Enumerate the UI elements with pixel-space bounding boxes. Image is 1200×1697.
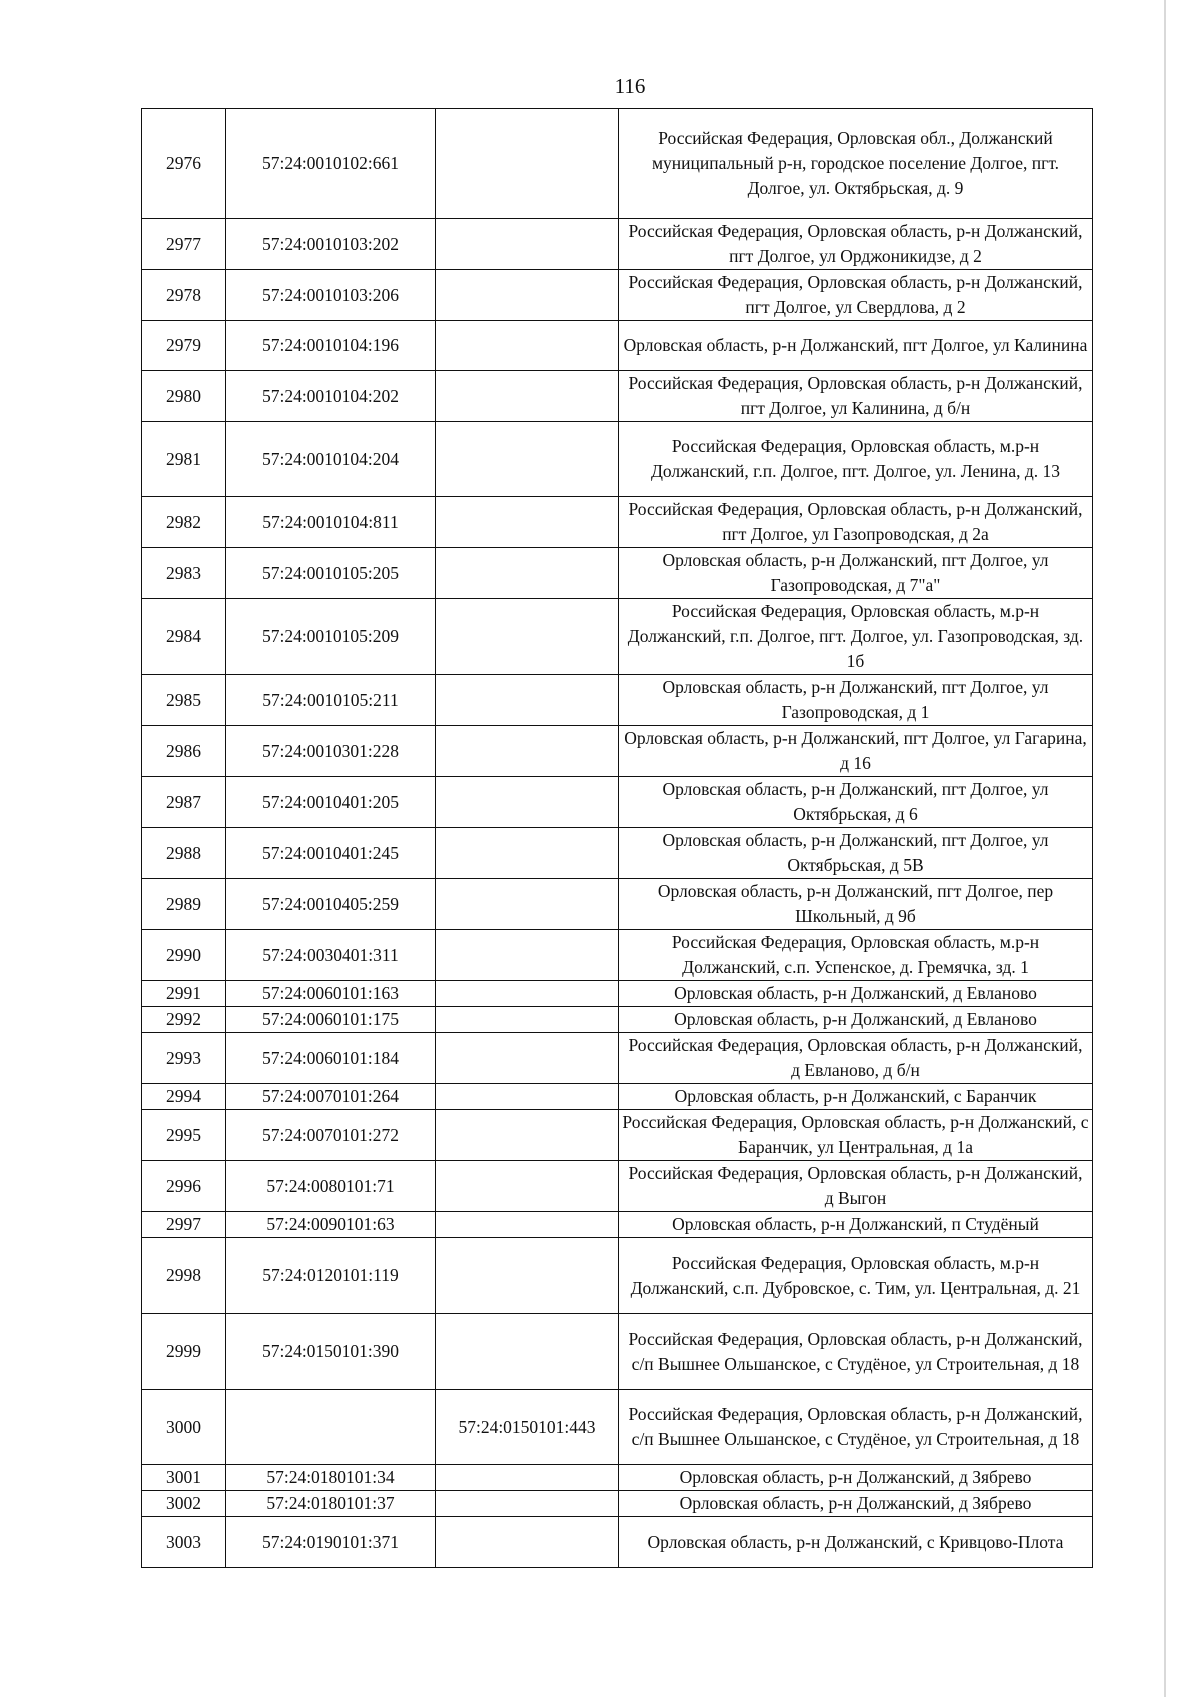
address-cell: Российская Федерация, Орловская область, р-н Должанский, с/п Вышнее Ольшанское, с Студёное, ул Строительная, д 18 — [619, 1390, 1093, 1465]
cadastral-number-cell — [226, 1390, 436, 1465]
related-cadastral-number-cell — [436, 1084, 619, 1110]
cadastral-number-cell: 57:24:0010102:661 — [226, 109, 436, 219]
row-number-cell: 2992 — [142, 1007, 226, 1033]
table-row — [142, 422, 1093, 497]
cadastral-number-cell: 57:24:0120101:119 — [226, 1238, 436, 1314]
address-cell: Российская Федерация, Орловская область, р-н Должанский, пгт Долгое, ул Газопроводская, д 2а — [619, 497, 1093, 548]
cadastral-number-cell: 57:24:0180101:37 — [226, 1491, 436, 1517]
related-cadastral-number-cell — [436, 548, 619, 599]
table-row — [142, 930, 1093, 981]
cadastral-number-cell: 57:24:0060101:163 — [226, 981, 436, 1007]
row-number-cell: 3003 — [142, 1517, 226, 1568]
table-row — [142, 1212, 1093, 1238]
related-cadastral-number-cell — [436, 1110, 619, 1161]
row-number-cell: 2999 — [142, 1314, 226, 1390]
address-cell: Российская Федерация, Орловская область, м.р-н Должанский, с.п. Дубровское, с. Тим, ул. Центральная, д. 21 — [619, 1238, 1093, 1314]
table-row — [142, 777, 1093, 828]
cadastral-number-cell: 57:24:0010104:196 — [226, 321, 436, 371]
related-cadastral-number-cell — [436, 1491, 619, 1517]
cadastral-number-cell: 57:24:0010405:259 — [226, 879, 436, 930]
table-row — [142, 371, 1093, 422]
cadastral-number-cell: 57:24:0190101:371 — [226, 1517, 436, 1568]
cadastral-number-cell: 57:24:0030401:311 — [226, 930, 436, 981]
related-cadastral-number-cell — [436, 1517, 619, 1568]
table-row — [142, 1491, 1093, 1517]
cadastral-number-cell: 57:24:0010401:205 — [226, 777, 436, 828]
row-number-cell: 2995 — [142, 1110, 226, 1161]
address-cell: Российская Федерация, Орловская область, р-н Должанский, пгт Долгое, ул Свердлова, д 2 — [619, 270, 1093, 321]
table-row — [142, 548, 1093, 599]
cadastral-number-cell: 57:24:0010105:205 — [226, 548, 436, 599]
cadastral-number-cell: 57:24:0150101:390 — [226, 1314, 436, 1390]
table-row — [142, 270, 1093, 321]
related-cadastral-number-cell — [436, 1212, 619, 1238]
cadastral-number-cell: 57:24:0010104:202 — [226, 371, 436, 422]
table-row — [142, 1033, 1093, 1084]
cadastral-number-cell: 57:24:0180101:34 — [226, 1465, 436, 1491]
address-cell: Российская Федерация, Орловская область, р-н Должанский, пгт Долгое, ул Калинина, д б/н — [619, 371, 1093, 422]
row-number-cell: 2979 — [142, 321, 226, 371]
cadastral-number-cell: 57:24:0010103:202 — [226, 219, 436, 270]
table-row — [142, 1465, 1093, 1491]
register-table — [141, 108, 1093, 1568]
address-cell: Орловская область, р-н Должанский, д Зябрево — [619, 1465, 1093, 1491]
related-cadastral-number-cell — [436, 1314, 619, 1390]
cadastral-number-cell: 57:24:0010105:209 — [226, 599, 436, 675]
register-rows — [142, 109, 1093, 1568]
row-number-cell: 2990 — [142, 930, 226, 981]
address-cell: Орловская область, р-н Должанский, с Баранчик — [619, 1084, 1093, 1110]
related-cadastral-number-cell — [436, 981, 619, 1007]
table-row — [142, 321, 1093, 371]
row-number-cell: 2989 — [142, 879, 226, 930]
related-cadastral-number-cell — [436, 1465, 619, 1491]
related-cadastral-number-cell — [436, 371, 619, 422]
table-row — [142, 1314, 1093, 1390]
row-number-cell: 2983 — [142, 548, 226, 599]
row-number-cell: 2981 — [142, 422, 226, 497]
row-number-cell: 2991 — [142, 981, 226, 1007]
row-number-cell: 2987 — [142, 777, 226, 828]
row-number-cell: 2988 — [142, 828, 226, 879]
table-row — [142, 1161, 1093, 1212]
table-row — [142, 879, 1093, 930]
row-number-cell: 2986 — [142, 726, 226, 777]
related-cadastral-number-cell — [436, 497, 619, 548]
cadastral-number-cell: 57:24:0010104:204 — [226, 422, 436, 497]
row-number-cell: 2985 — [142, 675, 226, 726]
row-number-cell: 2982 — [142, 497, 226, 548]
related-cadastral-number-cell — [436, 675, 619, 726]
cadastral-number-cell: 57:24:0070101:264 — [226, 1084, 436, 1110]
row-number-cell: 2997 — [142, 1212, 226, 1238]
table-row — [142, 109, 1093, 219]
cadastral-number-cell: 57:24:0010301:228 — [226, 726, 436, 777]
cadastral-number-cell: 57:24:0060101:175 — [226, 1007, 436, 1033]
cadastral-number-cell: 57:24:0060101:184 — [226, 1033, 436, 1084]
address-cell: Орловская область, р-н Должанский, пгт Долгое, ул Октябрьская, д 5В — [619, 828, 1093, 879]
table-row — [142, 981, 1093, 1007]
row-number-cell: 3002 — [142, 1491, 226, 1517]
related-cadastral-number-cell — [436, 1161, 619, 1212]
cadastral-number-cell: 57:24:0010401:245 — [226, 828, 436, 879]
cadastral-number-cell: 57:24:0010104:811 — [226, 497, 436, 548]
address-cell: Орловская область, р-н Должанский, д Зябрево — [619, 1491, 1093, 1517]
related-cadastral-number-cell — [436, 422, 619, 497]
row-number-cell: 2996 — [142, 1161, 226, 1212]
related-cadastral-number-cell — [436, 1238, 619, 1314]
related-cadastral-number-cell — [436, 219, 619, 270]
address-cell: Орловская область, р-н Должанский, пгт Долгое, ул Газопроводская, д 1 — [619, 675, 1093, 726]
related-cadastral-number-cell — [436, 1033, 619, 1084]
table-row — [142, 726, 1093, 777]
address-cell: Российская Федерация, Орловская область, р-н Должанский, пгт Долгое, ул Орджоникидзе, д 2 — [619, 219, 1093, 270]
address-cell: Российская Федерация, Орловская область, р-н Должанский, д Евланово, д б/н — [619, 1033, 1093, 1084]
cadastral-number-cell: 57:24:0090101:63 — [226, 1212, 436, 1238]
address-cell: Российская Федерация, Орловская область, р-н Должанский, д Выгон — [619, 1161, 1093, 1212]
table-row — [142, 1390, 1093, 1465]
table-row — [142, 219, 1093, 270]
row-number-cell: 2980 — [142, 371, 226, 422]
table-row — [142, 497, 1093, 548]
row-number-cell: 2994 — [142, 1084, 226, 1110]
related-cadastral-number-cell — [436, 777, 619, 828]
address-cell: Орловская область, р-н Должанский, пгт Долгое, пер Школьный, д 9б — [619, 879, 1093, 930]
address-cell: Российская Федерация, Орловская область, р-н Должанский, с/п Вышнее Ольшанское, с Студёное, ул Строительная, д 18 — [619, 1314, 1093, 1390]
address-cell: Российская Федерация, Орловская область, м.р-н Должанский, с.п. Успенское, д. Гремячка, зд. 1 — [619, 930, 1093, 981]
table-row — [142, 828, 1093, 879]
table-row — [142, 599, 1093, 675]
address-cell: Орловская область, р-н Должанский, д Евланово — [619, 981, 1093, 1007]
table-row — [142, 1110, 1093, 1161]
row-number-cell: 2993 — [142, 1033, 226, 1084]
related-cadastral-number-cell — [436, 828, 619, 879]
related-cadastral-number-cell — [436, 879, 619, 930]
address-cell: Российская Федерация, Орловская обл., Должанский муниципальный р-н, городское поселение Долгое, пгт. Долгое, ул. Октябрьская, д. 9 — [619, 109, 1093, 219]
row-number-cell: 2976 — [142, 109, 226, 219]
table-row — [142, 1517, 1093, 1568]
row-number-cell: 3000 — [142, 1390, 226, 1465]
page-edge-line — [1164, 0, 1166, 1697]
related-cadastral-number-cell — [436, 109, 619, 219]
related-cadastral-number-cell — [436, 270, 619, 321]
address-cell: Орловская область, р-н Должанский, пгт Долгое, ул Газопроводская, д 7"а" — [619, 548, 1093, 599]
address-cell: Орловская область, р-н Должанский, пгт Долгое, ул Гагарина, д 16 — [619, 726, 1093, 777]
address-cell: Орловская область, р-н Должанский, пгт Долгое, ул Октябрьская, д 6 — [619, 777, 1093, 828]
address-cell: Орловская область, р-н Должанский, п Студёный — [619, 1212, 1093, 1238]
row-number-cell: 2978 — [142, 270, 226, 321]
table-row — [142, 1084, 1093, 1110]
related-cadastral-number-cell — [436, 599, 619, 675]
address-cell: Российская Федерация, Орловская область, м.р-н Должанский, г.п. Долгое, пгт. Долгое, ул. Ленина, д. 13 — [619, 422, 1093, 497]
address-cell: Орловская область, р-н Должанский, пгт Долгое, ул Калинина — [619, 321, 1093, 371]
row-number-cell: 2984 — [142, 599, 226, 675]
cadastral-number-cell: 57:24:0010105:211 — [226, 675, 436, 726]
cadastral-number-cell: 57:24:0070101:272 — [226, 1110, 436, 1161]
row-number-cell: 2998 — [142, 1238, 226, 1314]
address-cell: Российская Федерация, Орловская область, р-н Должанский, с Баранчик, ул Центральная, д 1а — [619, 1110, 1093, 1161]
related-cadastral-number-cell — [436, 930, 619, 981]
cadastral-number-cell: 57:24:0080101:71 — [226, 1161, 436, 1212]
related-cadastral-number-cell — [436, 726, 619, 777]
related-cadastral-number-cell: 57:24:0150101:443 — [436, 1390, 619, 1465]
cadastral-number-cell: 57:24:0010103:206 — [226, 270, 436, 321]
address-cell: Орловская область, р-н Должанский, д Евланово — [619, 1007, 1093, 1033]
related-cadastral-number-cell — [436, 321, 619, 371]
page-number: 116 — [614, 74, 646, 98]
related-cadastral-number-cell — [436, 1007, 619, 1033]
address-cell: Орловская область, р-н Должанский, с Кривцово-Плота — [619, 1517, 1093, 1568]
row-number-cell: 3001 — [142, 1465, 226, 1491]
table-row — [142, 1238, 1093, 1314]
address-cell: Российская Федерация, Орловская область, м.р-н Должанский, г.п. Долгое, пгт. Долгое, ул. Газопроводская, зд. 1б — [619, 599, 1093, 675]
row-number-cell: 2977 — [142, 219, 226, 270]
table-row — [142, 675, 1093, 726]
table-row — [142, 1007, 1093, 1033]
